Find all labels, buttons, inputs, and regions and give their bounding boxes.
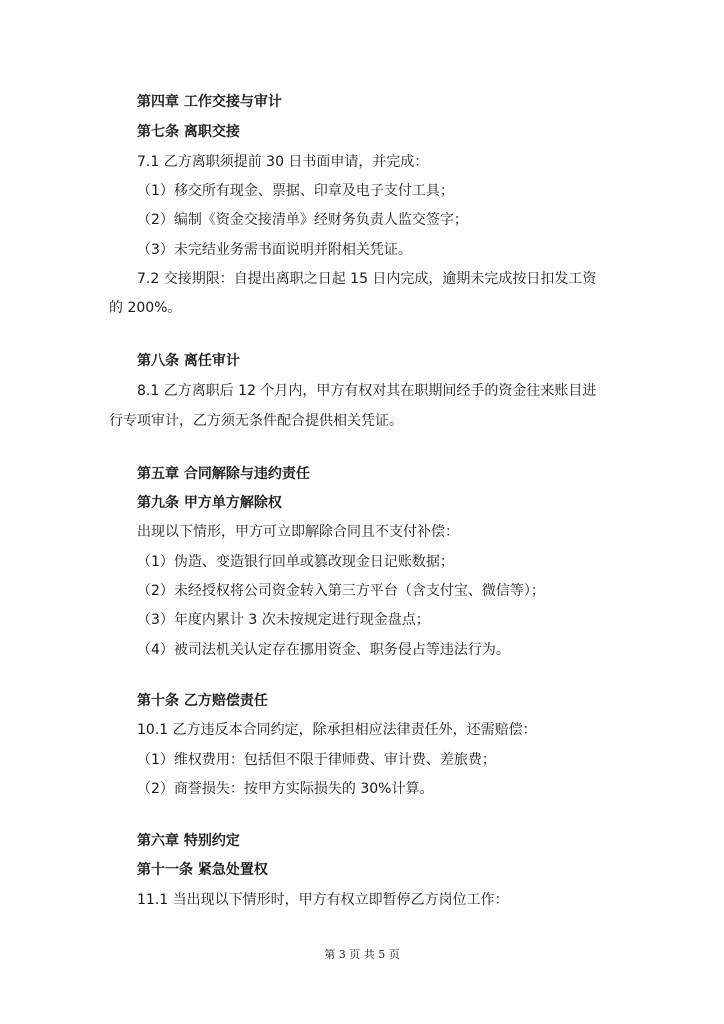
clause-7-2-line-2: 的 200%。 bbox=[109, 300, 182, 316]
article-8-title: 第八条 离任审计 bbox=[137, 353, 240, 369]
article-11-title: 第十一条 紧急处置权 bbox=[137, 862, 268, 878]
clause-10-1-item-1: （1）维权费用：包括但不限于律师费、审计费、差旅费； bbox=[137, 752, 496, 768]
clause-8-1-line-1: 8.1 乙方离职后 12 个月内，甲方有权对其在职期间经手的资金往来账目进 bbox=[137, 383, 597, 399]
clause-7-1: 7.1 乙方离职须提前 30 日书面申请，并完成： bbox=[137, 154, 429, 170]
clause-11-1: 11.1 当出现以下情形时，甲方有权立即暂停乙方岗位工作： bbox=[137, 892, 509, 908]
clause-8-1-line-2: 行专项审计，乙方须无条件配合提供相关凭证。 bbox=[109, 413, 403, 429]
page-number-footer: 第 3 页 共 5 页 bbox=[324, 948, 400, 961]
chapter-6-title: 第六章 特别约定 bbox=[137, 833, 240, 849]
clause-10-1-item-2: （2）商誉损失：按甲方实际损失的 30%计算。 bbox=[137, 781, 434, 797]
chapter-5-title: 第五章 合同解除与违约责任 bbox=[137, 466, 310, 482]
clause-10-1: 10.1 乙方违反本合同约定，除承担相应法律责任外，还需赔偿： bbox=[137, 722, 537, 738]
clause-7-1-item-2: （2）编制《资金交接清单》经财务负责人监交签字； bbox=[137, 212, 468, 228]
clause-7-1-item-3: （3）未完结业务需书面说明并附相关凭证。 bbox=[137, 242, 412, 258]
article-9-item-2: （2）未经授权将公司资金转入第三方平台（含支付宝、微信等）； bbox=[137, 583, 545, 599]
article-7-title: 第七条 离职交接 bbox=[137, 124, 240, 140]
article-9-title: 第九条 甲方单方解除权 bbox=[137, 495, 282, 511]
article-9-item-4: （4）被司法机关认定存在挪用资金、职务侵占等违法行为。 bbox=[137, 642, 510, 658]
article-9-item-1: （1）伪造、变造银行回单或篡改现金日记账数据； bbox=[137, 554, 454, 570]
chapter-4-title: 第四章 工作交接与审计 bbox=[137, 94, 282, 110]
article-9-item-3: （3）年度内累计 3 次未按规定进行现金盘点； bbox=[137, 612, 430, 628]
article-9-intro: 出现以下情形，甲方可立即解除合同且不支付补偿： bbox=[137, 524, 459, 540]
clause-7-1-item-1: （1）移交所有现金、票据、印章及电子支付工具； bbox=[137, 183, 454, 199]
article-10-title: 第十条 乙方赔偿责任 bbox=[137, 693, 268, 709]
clause-7-2-line-1: 7.2 交接期限：自提出离职之日起 15 日内完成，逾期未完成按日扣发工资 bbox=[137, 271, 597, 287]
